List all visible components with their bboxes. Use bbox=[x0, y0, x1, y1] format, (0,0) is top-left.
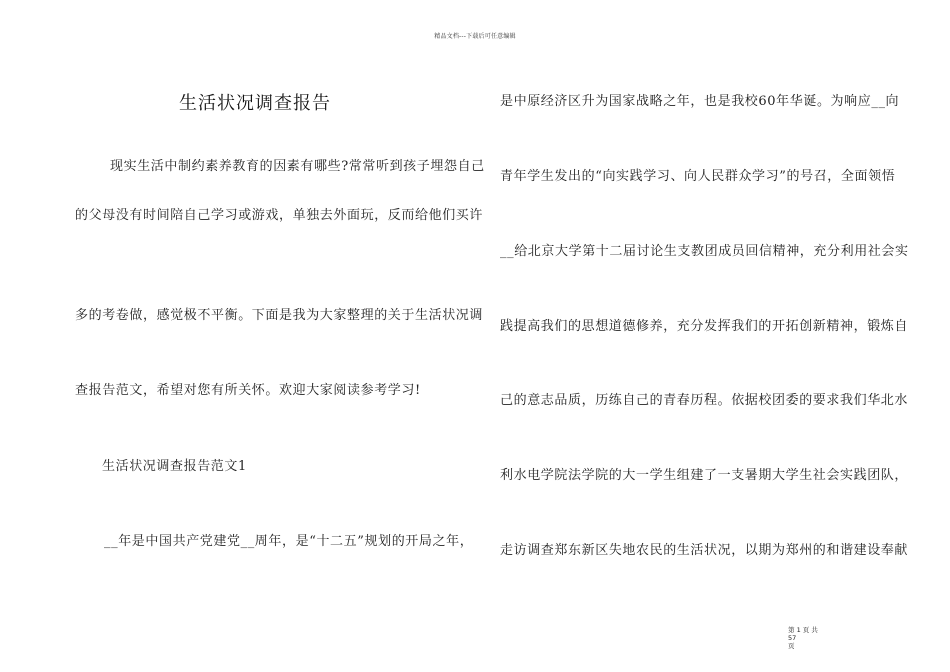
paragraph-line: 现实生活中制约素养教育的因素有哪些?常常听到孩子埋怨自己 bbox=[110, 159, 485, 174]
paragraph-line: 利水电学院法学院的大一学生组建了一支暑期大学生社会实践团队， bbox=[500, 468, 909, 483]
paragraph-line: 查报告范文，希望对您有所关怀。欢迎大家阅读参考学习! bbox=[75, 383, 421, 398]
document-title: 生活状况调查报告 bbox=[179, 93, 331, 114]
paragraph-line: __年是中国共产党建党__周年，是“十二五”规划的开局之年， bbox=[104, 534, 474, 549]
paragraph-line: 是中原经济区升为国家战略之年，也是我校60年华诞。为响应__向 bbox=[500, 94, 900, 109]
paragraph-line: __给北京大学第十二届讨论生支教团成员回信精神，充分利用社会实 bbox=[500, 244, 909, 259]
paragraph-line: 多的考卷做，感觉极不平衡。下面是我为大家整理的关于生活状况调 bbox=[75, 308, 484, 323]
paragraph-line: 践提高我们的思想道德修养，充分发挥我们的开拓创新精神，锻炼自 bbox=[500, 319, 909, 334]
page-number-line: 页 bbox=[788, 642, 795, 650]
page-number bbox=[788, 626, 828, 650]
paragraph-line: 青年学生发出的“向实践学习、向人民群众学习”的号召，全面领悟 bbox=[500, 169, 896, 184]
header-note: 精品文档---下载后可任意编辑 bbox=[434, 33, 516, 40]
paragraph-line: 的父母没有时间陪自己学习或游戏，单独去外面玩，反而给他们买许 bbox=[75, 208, 484, 223]
paragraph-line: 己的意志品质，历练自己的青春历程。依据校团委的要求我们华北水 bbox=[500, 393, 909, 408]
page-number-line: 第 1 页 共 57 bbox=[788, 626, 818, 642]
section-heading: 生活状况调查报告范文1 bbox=[102, 459, 247, 474]
paragraph-line: 走访调查郑东新区失地农民的生活状况，以期为郑州的和谐建设奉献 bbox=[500, 543, 909, 558]
